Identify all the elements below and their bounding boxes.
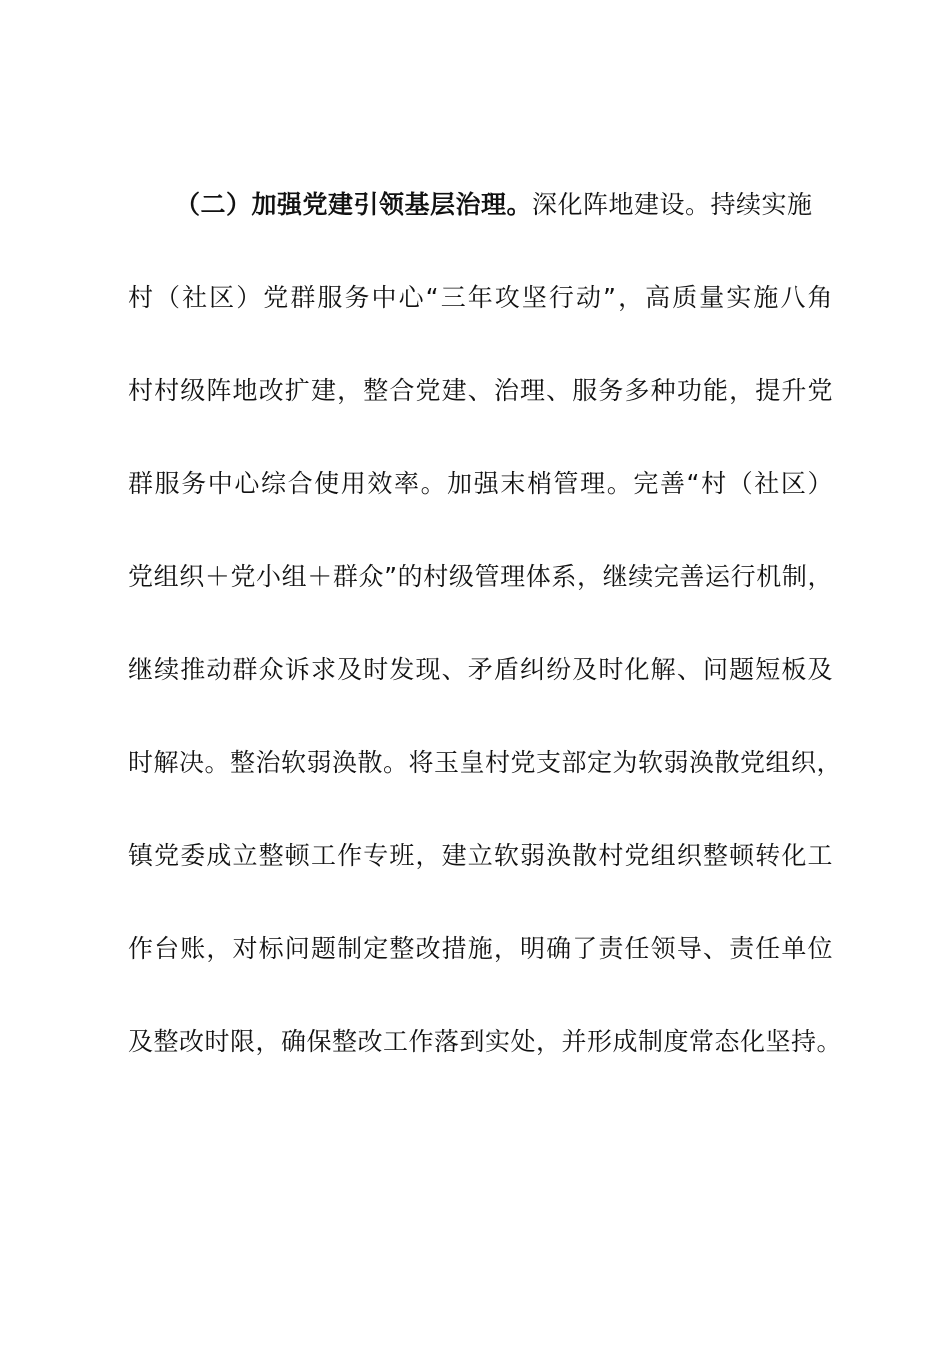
section-heading: （二）加强党建引领基层治理。 [175,190,533,219]
paragraph-line-10: 及整改时限，确保整改工作落到实处，并形成制度常态化坚持。 [128,1027,843,1056]
paragraph-line-8: 镇党委成立整顿工作专班，建立软弱涣散村党组织整顿转化工 [128,841,833,870]
line-text: 深化阵地建设。持续实施 [532,190,813,219]
paragraph-line-7: 时解决。整治软弱涣散。将玉皇村党支部定为软弱涣散党组织， [128,748,843,777]
paragraph-line-9: 作台账，对标问题制定整改措施，明确了责任领导、责任单位 [128,934,833,963]
paragraph-line-3: 村村级阵地改扩建，整合党建、治理、服务多种功能，提升党 [128,376,833,405]
paragraph-line-6: 继续推动群众诉求及时发现、矛盾纠纷及时化解、问题短板及 [128,655,833,684]
paragraph-line-1 [128,180,833,273]
body-paragraph [128,180,843,1110]
paragraph-line-4: 群服务中心综合使用效率。加强末梢管理。完善“村（社区） [128,469,833,498]
paragraph-line-2: 村（社区）党群服务中心“三年攻坚行动”，高质量实施八角 [128,283,833,312]
paragraph-line-5: 党组织＋党小组＋群众”的村级管理体系，继续完善运行机制， [128,562,833,591]
